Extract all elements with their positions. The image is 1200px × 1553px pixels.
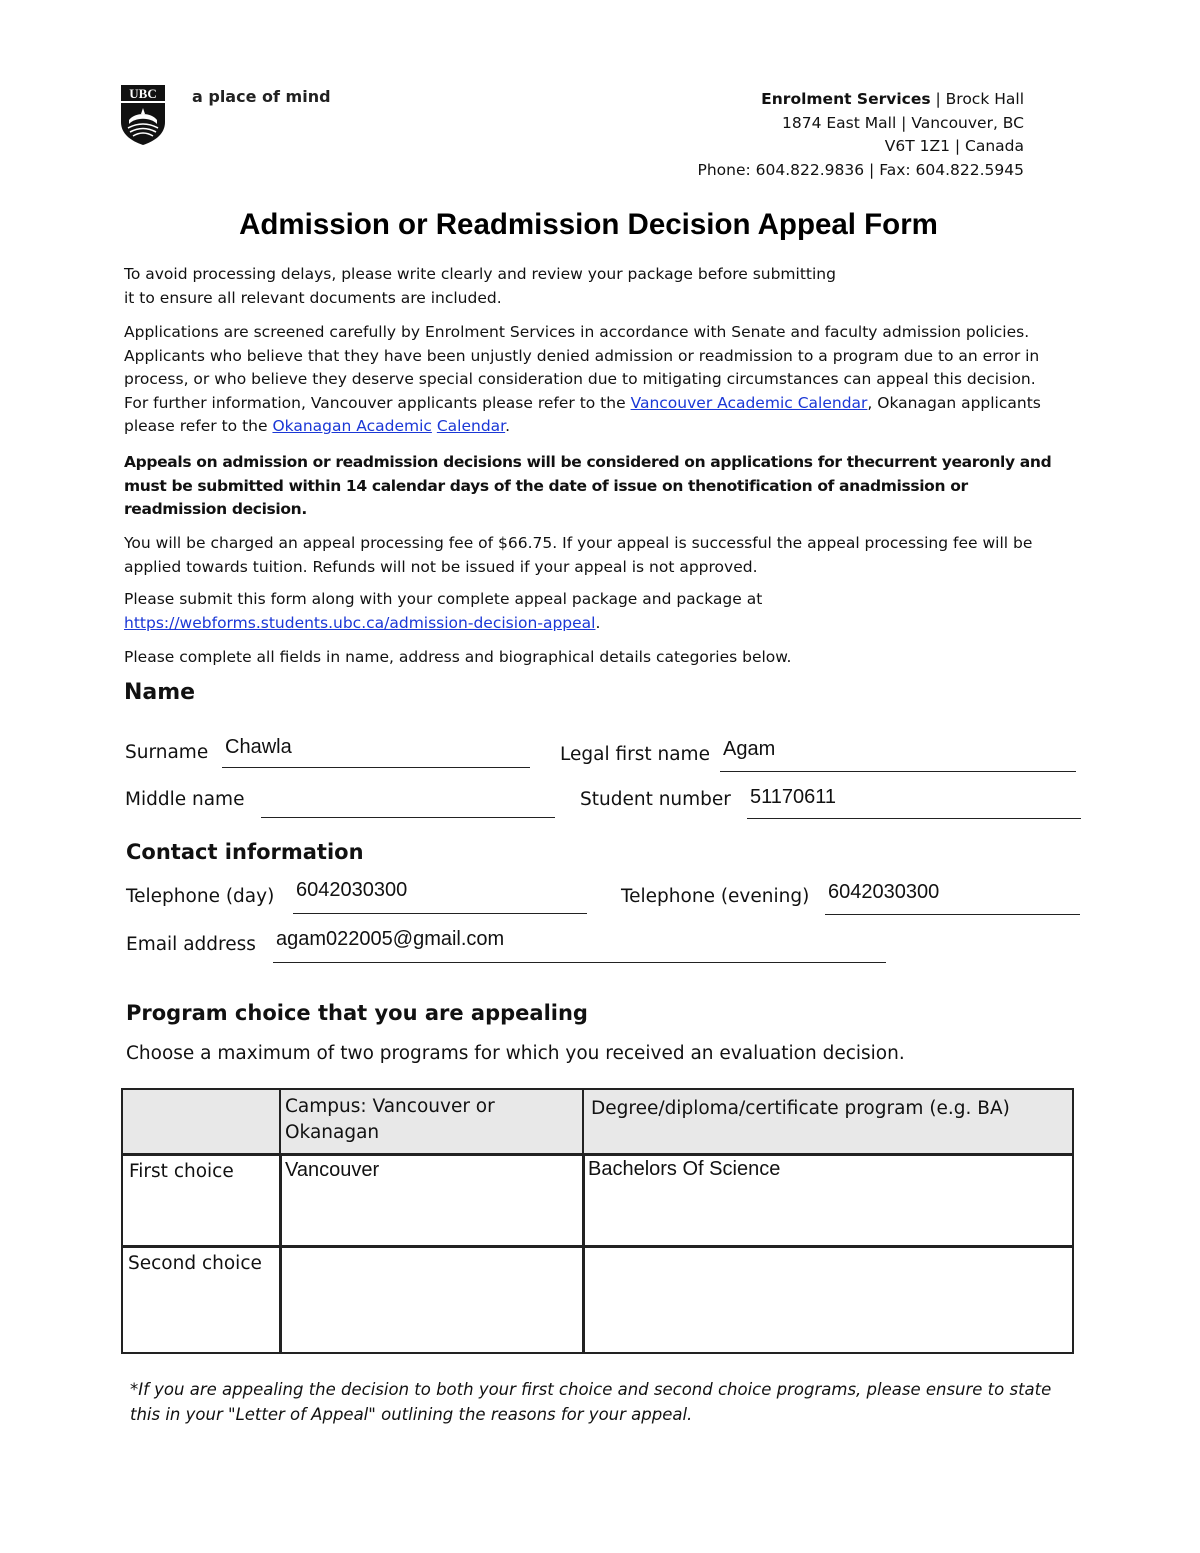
tel-evening-line bbox=[825, 914, 1080, 915]
dept-building: | Brock Hall bbox=[930, 90, 1024, 108]
tagline: a place of mind bbox=[192, 87, 331, 106]
first-name-line bbox=[720, 771, 1076, 772]
campus-header-line2: Okanagan bbox=[285, 1122, 380, 1143]
fee-notice: You will be charged an appeal processing fee of $66.75. If your appeal is successful the appeal processing fee will be applied towards tuition. Refunds will not be issued if your appeal is not approved. bbox=[124, 534, 1033, 576]
tel-day-input[interactable]: 6042030300 bbox=[296, 879, 408, 901]
ubc-logo bbox=[120, 84, 166, 146]
contact-heading: Contact information bbox=[126, 840, 364, 864]
intro-paragraph-1 bbox=[124, 263, 1064, 310]
email-label: Email address bbox=[126, 934, 256, 955]
student-number-input[interactable]: 51170611 bbox=[750, 786, 837, 808]
email-line bbox=[273, 962, 886, 963]
email-input[interactable]: agam022005@gmail.com bbox=[276, 928, 505, 950]
student-number-label: Student number bbox=[580, 789, 731, 810]
okanagan-calendar-link-2[interactable]: Calendar bbox=[436, 417, 506, 435]
address-block bbox=[698, 88, 1025, 182]
surname-label: Surname bbox=[125, 742, 209, 763]
first-choice-campus-cell[interactable] bbox=[279, 1153, 585, 1248]
tel-day-label: Telephone (day) bbox=[126, 886, 275, 907]
first-choice-campus[interactable]: Vancouver bbox=[285, 1159, 380, 1181]
address-line-2: 1874 East Mall | Vancouver, BC bbox=[782, 113, 1024, 132]
program-heading: Program choice that you are appealing bbox=[126, 1001, 588, 1025]
first-name-input[interactable]: Agam bbox=[723, 738, 776, 760]
campus-header-line1: Campus: Vancouver or bbox=[285, 1096, 495, 1117]
vancouver-calendar-link[interactable]: Vancouver Academic Calendar bbox=[630, 393, 868, 412]
first-name-label: Legal first name bbox=[560, 744, 710, 765]
table-header-empty bbox=[121, 1088, 282, 1156]
first-choice-degree-cell[interactable] bbox=[582, 1153, 1074, 1248]
table-row bbox=[121, 1153, 282, 1248]
second-choice-campus-cell[interactable] bbox=[279, 1245, 585, 1354]
submit-line1: Please submit this form along with your complete appeal package and package at bbox=[124, 590, 763, 608]
second-choice-label: Second choice bbox=[128, 1253, 262, 1274]
middle-name-label: Middle name bbox=[125, 789, 245, 810]
first-choice-degree[interactable]: Bachelors Of Science bbox=[588, 1158, 781, 1180]
first-choice-label: First choice bbox=[129, 1161, 234, 1182]
surname-input[interactable]: Chawla bbox=[225, 736, 292, 758]
second-choice-degree-cell[interactable] bbox=[582, 1245, 1074, 1354]
complete-fields-note: Please complete all fields in name, address and biographical details categories below. bbox=[124, 648, 792, 666]
intro-p1-line1: To avoid processing delays, please write clearly and review your package before submitting bbox=[124, 265, 836, 283]
page-title: Admission or Readmission Decision Appeal Form bbox=[239, 208, 938, 241]
webform-link[interactable]: https://webforms.students.ubc.ca/admission-decision-appeal bbox=[124, 613, 596, 632]
submit-end: . bbox=[595, 613, 601, 632]
table-header-degree bbox=[582, 1088, 1074, 1156]
surname-line bbox=[222, 767, 530, 768]
tel-day-line bbox=[293, 913, 587, 914]
intro-p2-end: . bbox=[505, 417, 511, 435]
intro-paragraph-2 bbox=[124, 321, 1064, 439]
student-number-line bbox=[747, 818, 1081, 819]
intro-p2-mid: , Okanagan applicants please refer to the bbox=[124, 393, 1041, 435]
logo-text: UBC bbox=[129, 86, 157, 101]
dept-name: Enrolment Services bbox=[761, 90, 931, 108]
program-subtext: Choose a maximum of two programs for which you received an evaluation decision. bbox=[126, 1043, 905, 1064]
appeal-deadline-notice: Appeals on admission or readmission decisions will be considered on applications for thecurrent yearonly and must be submitted within 14 calendar days of the date of issue on thenotification of anadmission or readmission decision. bbox=[124, 453, 1052, 518]
degree-header: Degree/diploma/certificate program (e.g. BA) bbox=[591, 1098, 1010, 1119]
intro-p1-line2: it to ensure all relevant documents are included. bbox=[124, 288, 502, 307]
middle-name-line bbox=[261, 817, 555, 818]
address-line-1 bbox=[698, 88, 1025, 112]
tel-evening-label: Telephone (evening) bbox=[621, 886, 810, 907]
tel-evening-input[interactable]: 6042030300 bbox=[828, 881, 940, 903]
address-line-4: Phone: 604.822.9836 | Fax: 604.822.5945 bbox=[697, 160, 1024, 179]
submit-instructions bbox=[124, 588, 1064, 635]
table-header-campus bbox=[279, 1088, 585, 1156]
name-heading: Name bbox=[124, 680, 196, 705]
table-row bbox=[121, 1245, 282, 1354]
appeal-note: *If you are appealing the decision to both your first choice and second choice programs, please ensure to state this in your "Letter of Appeal" outlining the reasons for your appeal. bbox=[130, 1380, 1052, 1424]
address-line-3: V6T 1Z1 | Canada bbox=[884, 137, 1024, 155]
intro-p2-text: Applications are screened carefully by Enrolment Services in accordance with Senate and faculty admission policies. Applicants who believe that they have been unjustly denied admission or readmission to a program due to an error in process, or who believe they deserve special consideration due to mitigating circumstances can appeal this decision. For further information, Vancouver applicants please refer to the bbox=[124, 323, 1040, 412]
okanagan-calendar-link[interactable]: Okanagan Academic bbox=[272, 417, 432, 435]
